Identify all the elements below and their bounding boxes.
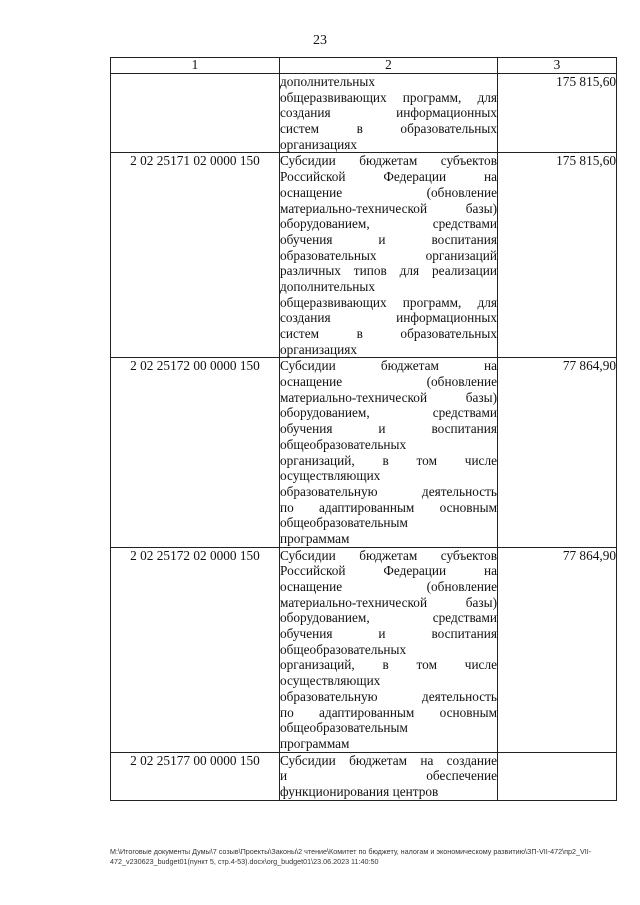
description-line: создания информационных — [280, 105, 497, 121]
description-line: программам — [280, 530, 350, 546]
description-line: различных типов для реализации — [280, 263, 497, 279]
table-row — [111, 752, 617, 800]
description-line: по адаптированным основным — [280, 704, 497, 720]
description-line: осуществляющих — [280, 673, 381, 689]
description-cell — [280, 153, 498, 358]
description-line: общеразвивающих программ, для — [280, 89, 497, 105]
budget-table — [110, 57, 617, 801]
description-cell — [280, 74, 498, 153]
description-line: дополнительных — [280, 278, 375, 294]
table-row — [111, 153, 617, 358]
description-line: осуществляющих — [280, 468, 381, 484]
description-cell — [280, 752, 498, 800]
description-line: обучения и воспитания — [280, 231, 497, 247]
description-line: и обеспечение — [280, 768, 497, 784]
table-header-row — [111, 58, 617, 74]
description-line: организаций, в том числе — [280, 657, 497, 673]
description-line: материально-технической базы) — [280, 594, 497, 610]
description-line: оснащение (обновление — [280, 184, 497, 200]
description-line: материально-технической базы) — [280, 389, 497, 405]
description-line: по адаптированным основным — [280, 499, 497, 515]
description-line: Российской Федерации на — [280, 563, 497, 579]
column-header-1: 1 — [111, 58, 280, 74]
description-line: программам — [280, 735, 350, 751]
amount-cell — [498, 752, 617, 800]
table-row — [111, 358, 617, 547]
description-line: Субсидии бюджетам субъектов — [280, 547, 497, 563]
description-line: Субсидии бюджетам на — [280, 358, 497, 374]
description-line: оснащение (обновление — [280, 579, 497, 594]
budget-code-cell: 2 02 25171 02 0000 150 — [111, 153, 280, 358]
description-line: организациях — [280, 341, 358, 357]
budget-code-cell — [111, 74, 280, 153]
description-line: функционирования центров — [280, 783, 439, 799]
description-line: материально-технической базы) — [280, 200, 497, 216]
description-cell — [280, 358, 498, 547]
description-line: общеобразовательных — [280, 436, 407, 452]
description-line: оборудованием, средствами — [280, 216, 497, 232]
footer-line-1: M:\Итоговые документы Думы\7 созыв\Проекты\Законы\2 чтение\Комитет по бюджету, налогам и экономическому развитию\ЗП-VII-472\пр2_VII- — [110, 847, 592, 856]
description-cell — [280, 547, 498, 752]
description-line: общеобразовательным — [280, 515, 408, 531]
description-line: организациях — [280, 136, 358, 152]
budget-code-cell: 2 02 25177 00 0000 150 — [111, 752, 280, 800]
amount-cell: 77 864,90 — [498, 547, 617, 752]
description-line: организаций, в том числе — [280, 452, 497, 468]
amount-cell: 77 864,90 — [498, 358, 617, 547]
description-line: общеразвивающих программ, для — [280, 294, 497, 310]
description-line: Субсидии бюджетам на создание — [280, 752, 497, 768]
description-line: Субсидии бюджетам субъектов — [280, 153, 497, 169]
page-number: 23 — [313, 33, 327, 48]
description-line: общеобразовательных — [280, 641, 407, 657]
description-line: оборудованием, средствами — [280, 405, 497, 421]
description-line: образовательную деятельность — [280, 483, 497, 499]
description-line: оборудованием, средствами — [280, 610, 497, 626]
budget-code-cell: 2 02 25172 02 0000 150 — [111, 547, 280, 752]
budget-code-cell: 2 02 25172 00 0000 150 — [111, 358, 280, 547]
description-line: создания информационных — [280, 310, 497, 326]
file-path-footer — [110, 847, 620, 867]
description-line: систем в образовательных — [280, 326, 497, 341]
description-line: обучения и воспитания — [280, 626, 497, 642]
description-line: образовательных организаций — [280, 247, 497, 263]
column-header-2: 2 — [280, 58, 498, 74]
table-row — [111, 74, 617, 153]
amount-cell: 175 815,60 — [498, 153, 617, 358]
footer-line-2: 472_v230623_budget01(пункт 5, стр.4-53).docx\org_budget01\23.06.2023 11:40:50 — [110, 857, 379, 866]
description-line: обучения и воспитания — [280, 421, 497, 437]
description-line: дополнительных — [280, 74, 375, 89]
amount-cell: 175 815,60 — [498, 74, 617, 153]
description-line: образовательную деятельность — [280, 688, 497, 704]
description-line: оснащение (обновление — [280, 374, 497, 390]
table-row — [111, 547, 617, 752]
description-line: систем в образовательных — [280, 121, 497, 137]
description-line: общеобразовательным — [280, 720, 408, 736]
description-line: Российской Федерации на — [280, 169, 497, 185]
column-header-3: 3 — [498, 58, 617, 74]
